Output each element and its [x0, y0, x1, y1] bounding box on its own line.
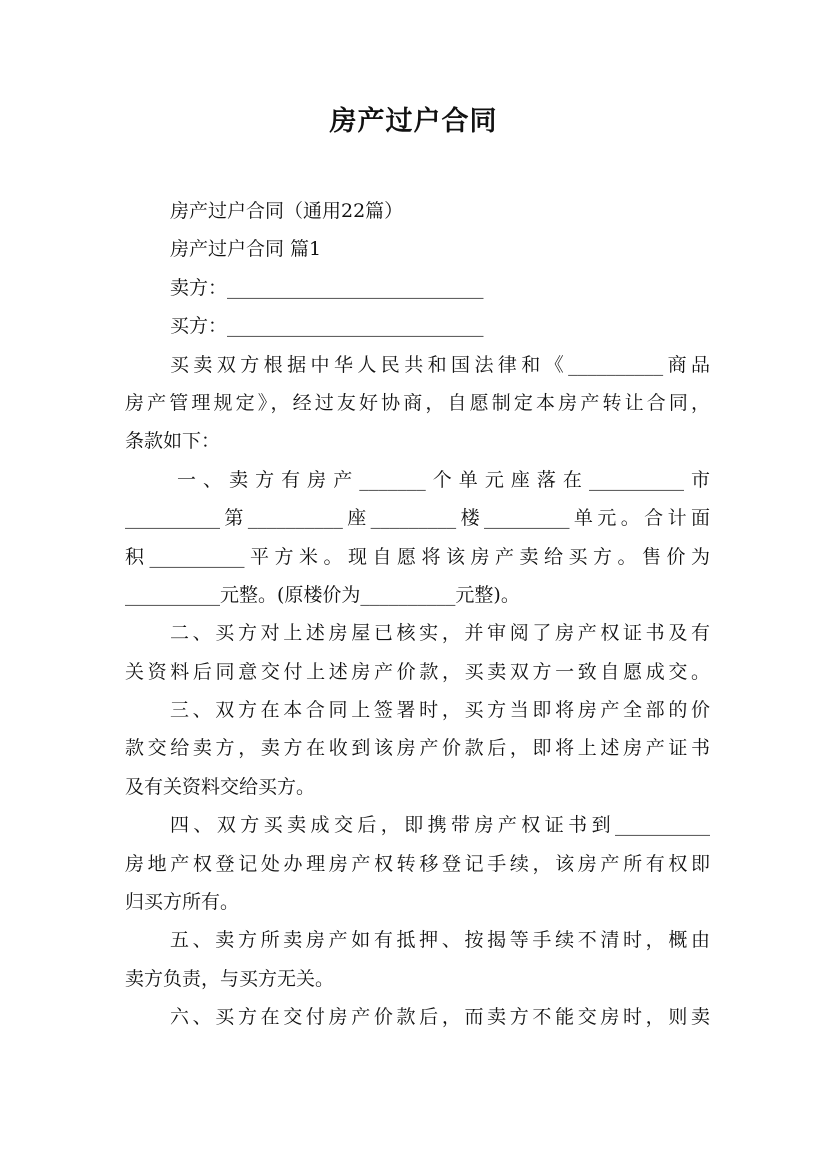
paragraph-line: 房产管理规定》，经过友好协商，自愿制定本房产转让合同， [125, 391, 710, 414]
clause-3-line: 款交给卖方，卖方在收到该房产价款后，即将上述房产证书 [125, 737, 710, 760]
buyer-line: 买方：___________________________ [170, 315, 484, 338]
seller-line: 卖方：___________________________ [170, 276, 484, 299]
clause-3-line: 及有关资料交给买方。 [125, 775, 316, 798]
paragraph-line: 条款如下： [125, 430, 221, 453]
clause-5-line: 五、卖方所卖房产如有抵押、按揭等手续不清时，概由 [170, 929, 710, 952]
section-heading: 房产过户合同 篇1 [170, 238, 322, 261]
clause-2-line: 二、买方对上述房屋已核实，并审阅了房产权证书及有 [170, 622, 710, 645]
clause-3-line: 三、双方在本合同上签署时，买方当即将房产全部的价 [170, 699, 710, 722]
clause-1-line: 一、卖方有房产_______个单元座落在__________市 [177, 468, 710, 491]
clause-4-line: 归买方所有。 [125, 891, 240, 914]
clause-4-line: 房地产权登记处办理房产权转移登记手续，该房产所有权即 [125, 852, 710, 875]
clause-4-line: 四、双方买卖成交后，即携带房产权证书到__________ [170, 814, 710, 837]
clause-1-line: 积__________平方米。现自愿将该房产卖给买方。售价为 [125, 545, 710, 568]
document-title: 房产过户合同 [329, 106, 498, 137]
clause-1-line: __________第__________座_________楼_________单元。合计面 [125, 507, 710, 530]
clause-5-line: 卖方负责，与买方无关。 [125, 967, 335, 990]
subtitle-line: 房产过户合同（通用22篇） [170, 200, 404, 222]
paragraph-line: 买卖双方根据中华人民共和国法律和《__________商品 [170, 353, 710, 376]
clause-2-line: 关资料后同意交付上述房产价款，买卖双方一致自愿成交。 [125, 660, 710, 683]
clause-6-line: 六、买方在交付房产价款后，而卖方不能交房时，则卖 [170, 1006, 710, 1029]
clause-1-line: __________元整。(原楼价为__________元整)。 [125, 583, 520, 606]
document-body [125, 192, 710, 1037]
